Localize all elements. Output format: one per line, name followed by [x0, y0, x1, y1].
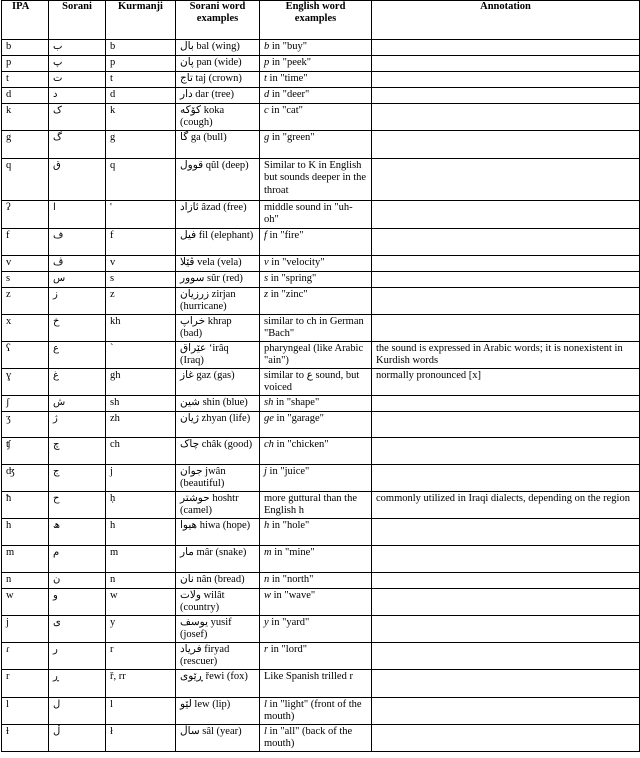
annotation-cell — [372, 287, 640, 314]
kurmanji-cell: b — [106, 40, 176, 56]
english-example-text: in "light" (front of the mouth) — [264, 698, 362, 723]
header-english-examples: English word examples — [260, 1, 372, 40]
ipa-cell: ʃ — [2, 395, 49, 411]
ipa-cell: ʒ — [2, 411, 49, 437]
kurmanji-cell: ' — [106, 200, 176, 228]
sorani-example-cell: ڤێلا vela (vela) — [176, 255, 260, 271]
english-example-cell — [260, 545, 372, 572]
ipa-cell: ʤ — [2, 464, 49, 491]
table-row — [2, 615, 640, 642]
kurmanji-cell: y — [106, 615, 176, 642]
ipa-cell: t — [2, 72, 49, 88]
english-example-cell — [260, 314, 372, 341]
sorani-cell: ب — [49, 40, 106, 56]
english-example-letters: h — [264, 519, 270, 531]
table-row — [2, 491, 640, 518]
english-example-text: in "north" — [269, 573, 314, 585]
table-row — [2, 158, 640, 200]
kurmanji-cell: ř, rr — [106, 669, 176, 697]
english-example-cell — [260, 341, 372, 368]
english-example-text: Like Spanish trilled r — [264, 670, 353, 682]
table-row — [2, 104, 640, 131]
english-example-letters: w — [264, 589, 272, 601]
annotation-cell — [372, 615, 640, 642]
english-example-cell — [260, 411, 372, 437]
sorani-cell: ڵ — [49, 724, 106, 751]
english-example-cell — [260, 72, 372, 88]
table-row — [2, 72, 640, 88]
sorani-cell: ف — [49, 228, 106, 255]
sorani-example-cell: حوشتر hoshtr (camel) — [176, 491, 260, 518]
english-example-cell — [260, 40, 372, 56]
english-example-letters: c — [264, 105, 269, 116]
table-row — [2, 572, 640, 588]
table-row — [2, 697, 640, 724]
annotation-cell — [372, 255, 640, 271]
english-example-cell — [260, 669, 372, 697]
kurmanji-cell: m — [106, 545, 176, 572]
sorani-example-cell: قوول qûl (deep) — [176, 158, 260, 200]
ipa-cell: v — [2, 255, 49, 271]
english-example-cell — [260, 615, 372, 642]
english-example-cell — [260, 104, 372, 131]
kurmanji-cell: v — [106, 255, 176, 271]
ipa-cell: r — [2, 669, 49, 697]
sorani-example-cell: مار mâr (snake) — [176, 545, 260, 572]
kurmanji-cell: ` — [106, 341, 176, 368]
sorani-cell: ج — [49, 464, 106, 491]
english-example-text: Similar to K in English but sounds deeper in the throat — [264, 159, 367, 196]
sorani-example-cell: بال bal (wing) — [176, 40, 260, 56]
english-example-text: in "hole" — [269, 519, 310, 531]
header-annotation: Annotation — [372, 1, 640, 40]
annotation-cell — [372, 411, 640, 437]
english-example-letters: y — [264, 616, 269, 628]
english-example-text: in "deer" — [269, 89, 310, 100]
english-example-letters: l — [264, 725, 267, 737]
annotation-cell — [372, 72, 640, 88]
ipa-cell: l — [2, 697, 49, 724]
english-example-text: in "velocity" — [268, 256, 325, 268]
table-row — [2, 669, 640, 697]
sorani-example-cell: ژیان zhyan (life) — [176, 411, 260, 437]
sorani-cell: ل — [49, 697, 106, 724]
sorani-example-cell: ڕێوی řewi (fox) — [176, 669, 260, 697]
english-example-text: middle sound in "uh-oh" — [264, 201, 353, 226]
ipa-cell: s — [2, 271, 49, 287]
ipa-cell: ʔ — [2, 200, 49, 228]
sorani-cell: ک — [49, 104, 106, 131]
annotation-cell — [372, 314, 640, 341]
english-example-cell — [260, 88, 372, 104]
annotation-cell — [372, 271, 640, 287]
english-example-text: more guttural than the English h — [264, 492, 358, 517]
kurmanji-cell: f — [106, 228, 176, 255]
ipa-cell: ʕ — [2, 341, 49, 368]
ipa-cell: z — [2, 287, 49, 314]
ipa-cell: p — [2, 56, 49, 72]
english-example-letters: d — [264, 89, 270, 100]
header-sorani-examples: Sorani word examples — [176, 1, 260, 40]
sorani-cell: چ — [49, 437, 106, 464]
english-example-letters: p — [264, 57, 270, 68]
sorani-example-cell: فیل fil (elephant) — [176, 228, 260, 255]
sorani-cell: ش — [49, 395, 106, 411]
table-row — [2, 287, 640, 314]
table-row — [2, 341, 640, 368]
ipa-cell: m — [2, 545, 49, 572]
kurmanji-cell: d — [106, 88, 176, 104]
ipa-cell: ʧ — [2, 437, 49, 464]
sorani-example-cell: تاج taj (crown) — [176, 72, 260, 88]
english-example-text: in "wave" — [271, 589, 316, 601]
sorani-cell: ن — [49, 572, 106, 588]
sorani-example-cell: نان nân (bread) — [176, 572, 260, 588]
english-example-cell — [260, 697, 372, 724]
ipa-cell: f — [2, 228, 49, 255]
sorani-cell: پ — [49, 56, 106, 72]
ipa-cell: ɫ — [2, 724, 49, 751]
header-kurmanji: Kurmanji — [106, 1, 176, 40]
annotation-cell — [372, 88, 640, 104]
annotation-cell — [372, 228, 640, 255]
sorani-example-cell: زرزیان zirjan (hurricane) — [176, 287, 260, 314]
table-row — [2, 518, 640, 545]
kurmanji-cell: zh — [106, 411, 176, 437]
kurmanji-cell: kh — [106, 314, 176, 341]
ipa-cell: ɾ — [2, 642, 49, 669]
kurmanji-cell: ch — [106, 437, 176, 464]
ipa-cell: j — [2, 615, 49, 642]
english-example-letters: ge — [264, 412, 274, 424]
kurmanji-cell: gh — [106, 368, 176, 395]
english-example-text: pharyngeal (like Arabic "ain") — [264, 342, 364, 367]
table-row — [2, 545, 640, 572]
sorani-cell: ژ — [49, 411, 106, 437]
table-row — [2, 271, 640, 287]
annotation-cell — [372, 158, 640, 200]
english-example-cell — [260, 491, 372, 518]
kurmanji-cell: t — [106, 72, 176, 88]
english-example-cell — [260, 228, 372, 255]
sorani-example-cell: کۆکە koka (cough) — [176, 104, 260, 131]
english-example-cell — [260, 200, 372, 228]
english-example-text: in "buy" — [269, 41, 307, 52]
sorani-example-cell: دار dar (tree) — [176, 88, 260, 104]
english-example-text: similar to ch in German "Bach" — [264, 315, 364, 340]
annotation-cell — [372, 200, 640, 228]
sorani-example-cell: ولات wilât (country) — [176, 588, 260, 615]
ipa-cell: q — [2, 158, 49, 200]
table-row — [2, 130, 640, 158]
kurmanji-cell: sh — [106, 395, 176, 411]
kurmanji-cell: g — [106, 130, 176, 158]
english-example-text: in "chicken" — [273, 438, 329, 450]
english-example-cell — [260, 287, 372, 314]
sorani-cell: ح — [49, 491, 106, 518]
sorani-cell: س — [49, 271, 106, 287]
table-row — [2, 56, 640, 72]
ipa-cell: h — [2, 518, 49, 545]
annotation-cell — [372, 669, 640, 697]
sorani-example-cell: یوسف yusif (josef) — [176, 615, 260, 642]
annotation-cell: commonly utilized in Iraqi dialects, depending on the region — [372, 491, 640, 518]
sorani-cell: ی — [49, 615, 106, 642]
sorani-example-cell: هیوا hiwa (hope) — [176, 518, 260, 545]
annotation-cell: normally pronounced [x] — [372, 368, 640, 395]
kurmanji-cell: l — [106, 697, 176, 724]
sorani-example-cell: غاز gaz (gas) — [176, 368, 260, 395]
english-example-cell — [260, 255, 372, 271]
table-row — [2, 228, 640, 255]
english-example-cell — [260, 724, 372, 751]
annotation-cell — [372, 130, 640, 158]
sorani-example-cell: سوور sûr (red) — [176, 271, 260, 287]
english-example-text: in "fire" — [266, 229, 304, 241]
english-example-letters: z — [264, 288, 269, 300]
kurmanji-cell: w — [106, 588, 176, 615]
sorani-example-cell: لێو lew (lip) — [176, 697, 260, 724]
ipa-cell: g — [2, 130, 49, 158]
table-row — [2, 724, 640, 751]
sorani-example-cell: گا ga (bull) — [176, 130, 260, 158]
annotation-cell — [372, 464, 640, 491]
english-example-letters: ch — [264, 438, 274, 450]
english-example-letters: g — [264, 131, 270, 143]
kurmanji-cell: p — [106, 56, 176, 72]
header-sorani: Sorani — [49, 1, 106, 40]
ipa-cell: x — [2, 314, 49, 341]
table-row — [2, 395, 640, 411]
english-example-letters: s — [264, 272, 269, 284]
english-example-text: in "shape" — [273, 396, 320, 408]
kurmanji-cell: j — [106, 464, 176, 491]
sorani-cell: ت — [49, 72, 106, 88]
english-example-text: in "cat" — [268, 105, 303, 116]
table-row — [2, 40, 640, 56]
english-example-text: in "mine" — [271, 546, 315, 558]
ipa-cell: ɣ — [2, 368, 49, 395]
annotation-cell — [372, 697, 640, 724]
table-row — [2, 588, 640, 615]
kurmanji-cell: k — [106, 104, 176, 131]
ipa-cell: b — [2, 40, 49, 56]
english-example-cell — [260, 368, 372, 395]
english-example-text: similar to ع sound, but voiced — [264, 369, 360, 394]
sorani-cell: د — [49, 88, 106, 104]
sorani-cell: م — [49, 545, 106, 572]
sorani-cell: ر — [49, 642, 106, 669]
english-example-cell — [260, 518, 372, 545]
english-example-text: in "lord" — [268, 643, 307, 655]
sorani-example-cell: چاک châk (good) — [176, 437, 260, 464]
sorani-cell: ز — [49, 287, 106, 314]
table-row — [2, 314, 640, 341]
kurmanji-cell: ł — [106, 724, 176, 751]
ipa-cell: w — [2, 588, 49, 615]
english-example-letters: j — [264, 465, 267, 477]
english-example-text: in "zinc" — [268, 288, 308, 300]
sorani-cell: ڤ — [49, 255, 106, 271]
header-ipa: IPA — [2, 1, 49, 40]
annotation-cell — [372, 724, 640, 751]
english-example-letters: f — [264, 229, 267, 241]
ipa-cell: k — [2, 104, 49, 131]
english-example-letters: b — [264, 41, 270, 52]
sorani-example-cell: فریاد firyad (rescuer) — [176, 642, 260, 669]
sorani-cell: ع — [49, 341, 106, 368]
english-example-text: in "time" — [266, 73, 308, 84]
english-example-cell — [260, 588, 372, 615]
english-example-text: in "yard" — [268, 616, 310, 628]
english-example-text: in "green" — [269, 131, 315, 143]
annotation-cell — [372, 642, 640, 669]
sorani-cell: ھ — [49, 518, 106, 545]
english-example-cell — [260, 464, 372, 491]
table-row — [2, 88, 640, 104]
sorani-example-cell: ئازاد âzad (free) — [176, 200, 260, 228]
annotation-cell — [372, 56, 640, 72]
sorani-example-cell: ساڵ sâl (year) — [176, 724, 260, 751]
annotation-cell — [372, 518, 640, 545]
annotation-cell — [372, 104, 640, 131]
english-example-cell — [260, 437, 372, 464]
english-example-letters: sh — [264, 396, 274, 408]
kurmanji-cell: n — [106, 572, 176, 588]
english-example-letters: v — [264, 256, 269, 268]
annotation-cell — [372, 572, 640, 588]
sorani-cell: غ — [49, 368, 106, 395]
kurmanji-cell: z — [106, 287, 176, 314]
kurmanji-cell: q — [106, 158, 176, 200]
english-example-cell — [260, 572, 372, 588]
ipa-cell: d — [2, 88, 49, 104]
english-example-letters: m — [264, 546, 272, 558]
table-row — [2, 200, 640, 228]
sorani-example-cell: جوان jwân (beautiful) — [176, 464, 260, 491]
english-example-letters: l — [264, 698, 267, 710]
sorani-cell: گ — [49, 130, 106, 158]
sorani-cell: و — [49, 588, 106, 615]
kurmanji-cell: ḥ — [106, 491, 176, 518]
table-row — [2, 255, 640, 271]
english-example-letters: n — [264, 573, 270, 585]
english-example-cell — [260, 642, 372, 669]
header-row — [2, 1, 640, 40]
kurmanji-cell: r — [106, 642, 176, 669]
english-example-letters: r — [264, 643, 269, 655]
sorani-example-cell: شین shin (blue) — [176, 395, 260, 411]
english-example-cell — [260, 158, 372, 200]
kurmanji-cell: h — [106, 518, 176, 545]
annotation-cell — [372, 40, 640, 56]
english-example-text: in "garage" — [273, 412, 324, 424]
english-example-cell — [260, 130, 372, 158]
english-example-letters: t — [264, 73, 267, 84]
english-example-text: in "juice" — [266, 465, 310, 477]
annotation-cell — [372, 545, 640, 572]
english-example-cell — [260, 56, 372, 72]
sorani-cell: ق — [49, 158, 106, 200]
table-row — [2, 368, 640, 395]
sorani-example-cell: عێراق ‘irâq (Iraq) — [176, 341, 260, 368]
sorani-cell: ڕ — [49, 669, 106, 697]
kurdish-alphabet-table — [1, 0, 640, 752]
ipa-cell: n — [2, 572, 49, 588]
annotation-cell — [372, 588, 640, 615]
sorani-cell: ا — [49, 200, 106, 228]
english-example-cell — [260, 271, 372, 287]
table-row — [2, 411, 640, 437]
english-example-text: in "all" (back of the mouth) — [264, 725, 353, 750]
annotation-cell: the sound is expressed in Arabic words; it is nonexistent in Kurdish words — [372, 341, 640, 368]
table-row — [2, 464, 640, 491]
sorani-cell: خ — [49, 314, 106, 341]
english-example-text: in "spring" — [268, 272, 317, 284]
english-example-text: in "peek" — [269, 57, 312, 68]
kurmanji-cell: s — [106, 271, 176, 287]
sorani-example-cell: خراپ khrap (bad) — [176, 314, 260, 341]
annotation-cell — [372, 437, 640, 464]
annotation-cell — [372, 395, 640, 411]
table-body — [2, 40, 640, 752]
ipa-cell: ħ — [2, 491, 49, 518]
sorani-example-cell: پان pan (wide) — [176, 56, 260, 72]
english-example-cell — [260, 395, 372, 411]
table-row — [2, 437, 640, 464]
table-row — [2, 642, 640, 669]
